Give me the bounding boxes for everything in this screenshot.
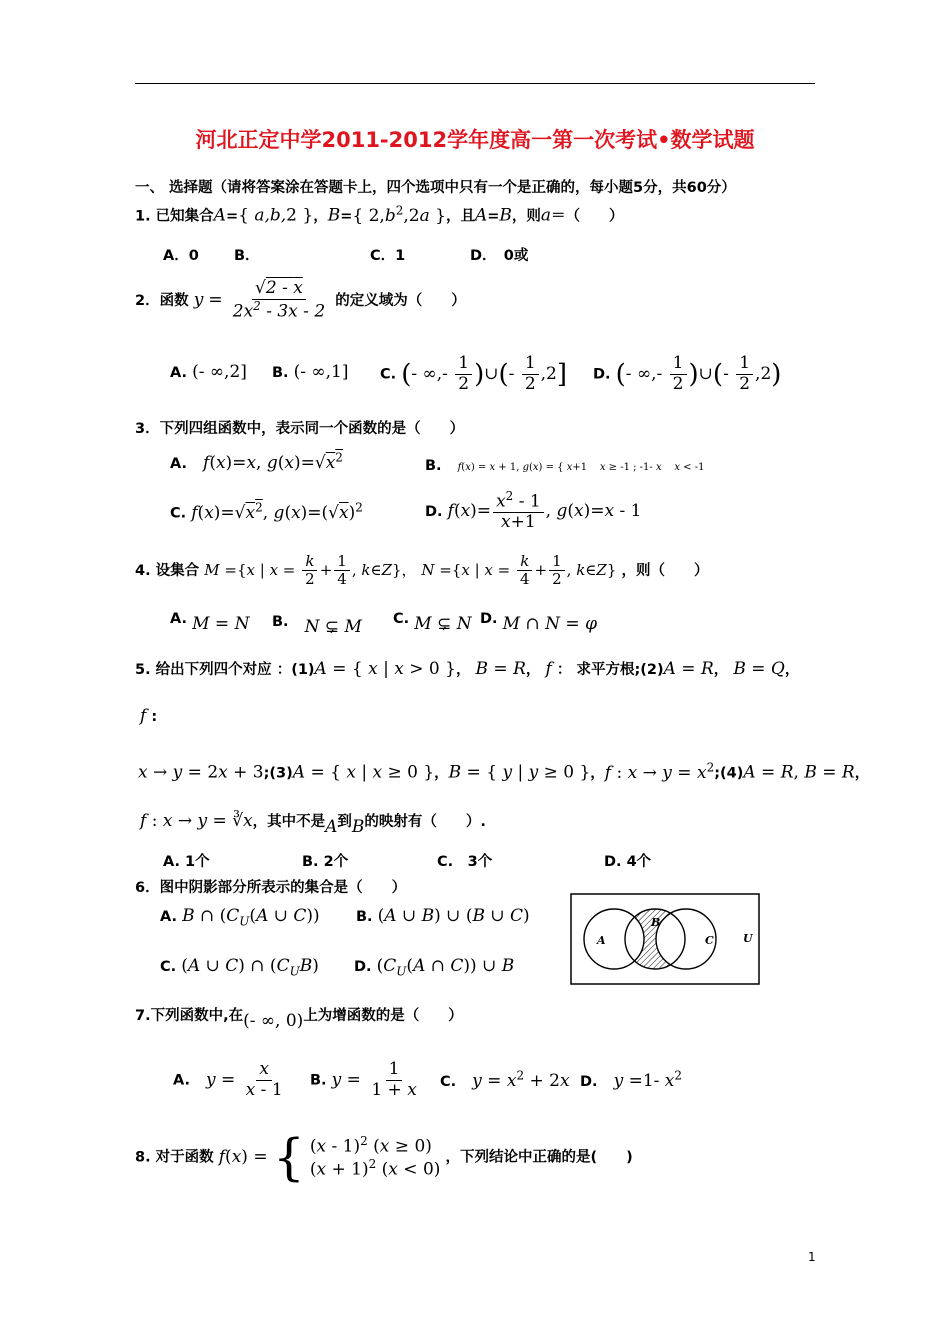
question-6: 6．图中阴影部分所表示的集合是（ ） <box>135 880 407 896</box>
label-u: U <box>743 932 753 945</box>
q2-option-a: A. (- ∞,2] <box>170 362 247 382</box>
q5-option-b: B. 2个 <box>302 854 349 870</box>
q3-option-b: B. f(x) = x + 1, g(x) = { x+1 x ≥ -1 ; -1- x x < -1 <box>425 458 705 474</box>
q1-option-c: C．1 <box>370 248 406 264</box>
q5-line-3: x → y = 2x + 3;(3)A = { x | x ≥ 0 }，B = { y | y ≥ 0 }，f : $x \to y = x^2;(4)A = R$, B = R， <box>138 760 870 783</box>
question-8: 8. 对于函数 f(x) = { (x - 1)$^2$ (x ≥ 0) $(x + 1)^2$ (x < 0) ，下列结论中正确的是( ) <box>135 1128 633 1186</box>
q7-option-b: B. y = $\frac{1}{1 + x}$ <box>310 1059 417 1100</box>
question-5: 5. 给出下列四个对应 ：(1)A = { x | x > 0 }， B = R， f ： 求平方根;(2)A = R， B = Q， <box>135 659 800 679</box>
q7-option-c: C. $y = x^2 + 2x$ <box>440 1068 570 1091</box>
venn-diagram <box>570 893 760 985</box>
q1-option-a: A．0 <box>163 248 199 264</box>
q3-option-a: A. f(x)=x, $g(x)=√x^2$ <box>170 450 343 473</box>
q1-option-d: D． 0或 <box>470 248 529 264</box>
question-1: 1. 已知集合A={ a,b,2 }，B={ $2,b^2,2a$ }，且A=B，则a＝（ ） <box>135 203 624 226</box>
label-a: A <box>597 934 606 947</box>
header-rule <box>135 83 815 84</box>
q4-option-d: D. M ∩ N = φ <box>480 611 597 634</box>
q6-option-d: D. ($C_U(A$ ∩ C)) ∪ B <box>354 956 515 979</box>
q6-option-c: C. (A ∪ C) ∩ $(C_UB)$ <box>160 956 319 979</box>
q5-f-line: f : <box>140 706 158 726</box>
q4-option-c: C. M ⊊ N <box>393 611 472 634</box>
q5-line-4: f : x → y = ∛x，其中不是A到B的映射有（ ）. <box>140 811 486 837</box>
q6-option-b: B. (A ∪ B) ∪ (B ∪ C) <box>356 906 530 926</box>
label-c: C <box>705 934 714 947</box>
q6-option-a: A. B ∩ ($C_U(A$ ∪ C)) <box>160 906 320 929</box>
q2-option-d: D. (- ∞,- $\frac{1}{2}$ )∪(- $\frac{1}{2}$ ,2) <box>593 353 782 394</box>
question-4: 4. 设集合 M ={x | x = $\frac{k}{2}$ + $\frac{1}{4}$ , k∈Z}， N ={x | x = $\frac{k}{4}$ + $\frac{1}{2}$ , k∈Z} ，则（ ） <box>135 552 709 589</box>
q2-option-c: C. (- ∞,- $\frac{1}{2}$ )∪(- $\frac{1}{2}$ ,2] <box>380 353 568 394</box>
page-number: 1 <box>808 1250 816 1264</box>
q5-option-c: C. 3个 <box>437 854 493 870</box>
q5-option-d: D. 4个 <box>604 854 652 870</box>
q3-option-d: D. f(x)= $\frac{x^2 - 1}{x+1}$ , g(x)=x - 1 <box>425 489 642 533</box>
q4-option-b: B. N ⊊ M <box>272 614 362 637</box>
question-7: 7.下列函数中,在(- ∞, 0)上为增函数的是（ ） <box>135 1008 463 1031</box>
q7-option-a: A. y = $\frac{x}{x - 1}$ <box>173 1059 283 1100</box>
page-title: 河北正定中学2011-2012学年度高一第一次考试•数学试题 <box>195 128 755 152</box>
q4-option-a: A. M = N <box>170 611 250 634</box>
question-2: 2．函数 y = $\frac{√2 - x}{2x^2 - 3x - 2}$ 的定义域为（ ） <box>135 278 466 322</box>
label-b: B <box>651 916 661 929</box>
q3-option-c: C. $f(x)=√x^2$, $g(x)=(√x)^2$ <box>170 500 363 523</box>
q7-option-d: D. y =1- $x^2$ <box>580 1068 683 1091</box>
section-heading: 一、 选择题（请将答案涂在答题卡上，四个选项中只有一个是正确的，每小题5分，共60分） <box>135 180 736 196</box>
q2-option-b: B. (- ∞,1] <box>272 362 349 382</box>
question-3: 3．下列四组函数中，表示同一个函数的是（ ） <box>135 421 465 437</box>
q1-option-b: B． <box>234 248 260 264</box>
q5-option-a: A. 1个 <box>163 854 210 870</box>
